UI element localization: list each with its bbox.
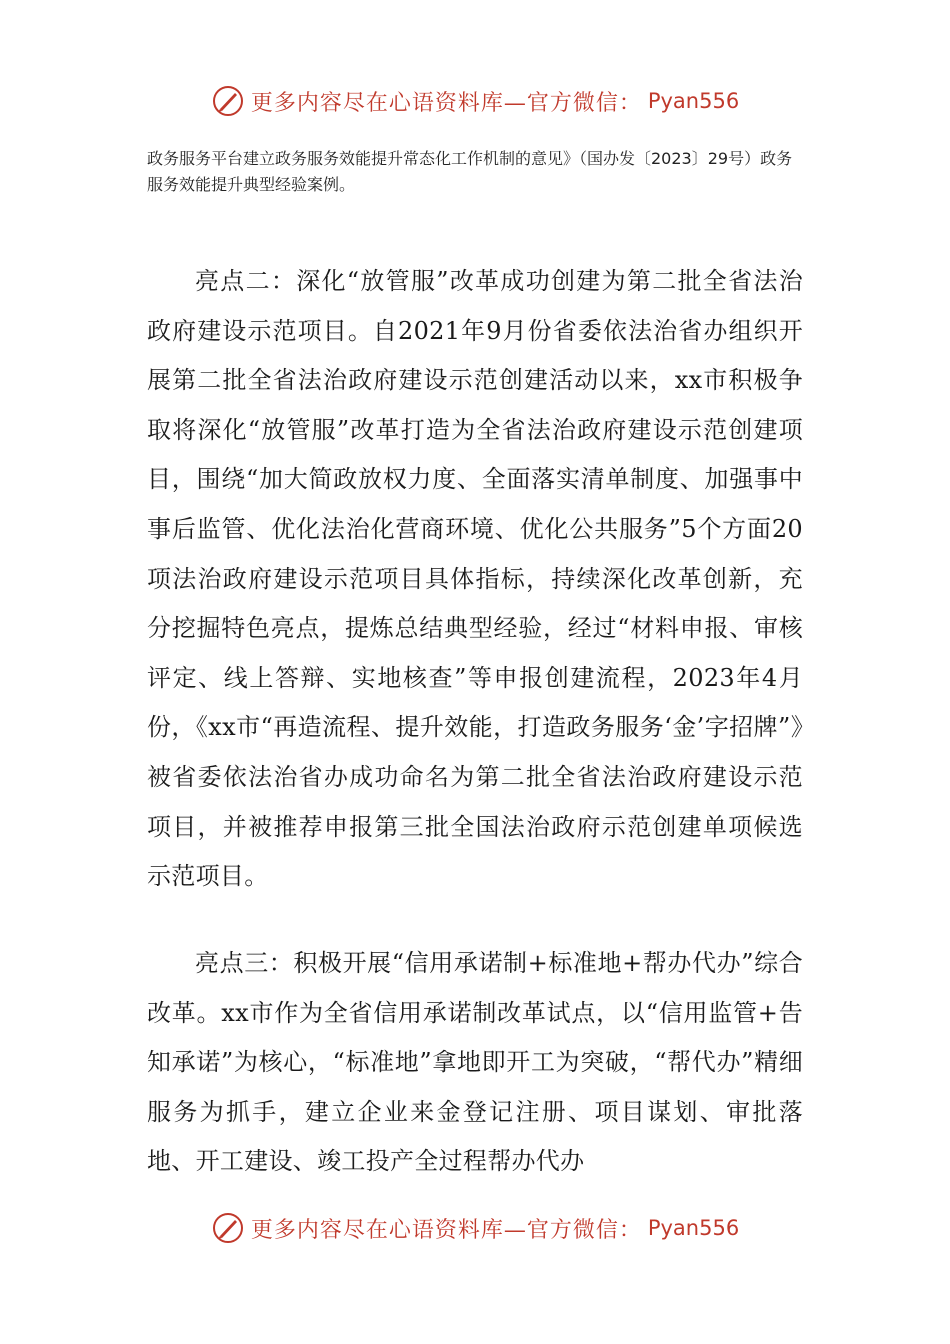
pen-logo-icon [211, 1211, 245, 1245]
watermark-footer [0, 1211, 950, 1245]
watermark-handle: Pyan556 [647, 89, 740, 113]
paragraph-highlight-two: 亮点二：深化“放管服”改革成功创建为第二批全省法治政府建设示范项目。自2021年9月份省委依法治省办组织开展第二批全省法治政府建设示范创建活动以来，xx市积极争取将深化“放管服”改革打造为全省法治政府建设示范创建项目，围绕“加大简政放权力度、全面落实清单制度、加强事中事后监管、优化法治化营商环境、优化公共服务”5个方面20项法治政府建设示范项目具体指标，持续深化改革创新，充分挖掘特色亮点，提炼总结典型经验，经过“材料申报、审核评定、线上答辩、实地核查”等申报创建流程，2023年4月份，《xx市“再造流程、提升效能，打造政务服务‘金’字招牌”》被省委依法治省办成功命名为第二批全省法治政府建设示范项目，并被推荐申报第三批全国法治政府示范创建单项候选示范项目。 [147, 267, 803, 891]
previous-paragraph-tail: 政务服务平台建立政务服务效能提升常态化工作机制的意见》（国办发〔2023〕29号）政务服务效能提升典型经验案例。 [147, 149, 793, 194]
watermark-header [0, 84, 950, 118]
watermark-text: 更多内容尽在心语资料库—官方微信： [250, 1217, 642, 1243]
watermark-handle: Pyan556 [647, 1216, 740, 1240]
pen-logo-icon [211, 84, 245, 118]
paragraph-highlight-three: 亮点三：积极开展“信用承诺制+标准地+帮办代办”综合改革。xx市作为全省信用承诺制改革试点，以“信用监管+告知承诺”为核心，“标准地”拿地即开工为突破，“帮代办”精细服务为抓手，建立企业来金登记注册、项目谋划、审批落地、开工建设、竣工投产全过程帮办代办 [147, 949, 803, 1176]
watermark-text: 更多内容尽在心语资料库—官方微信： [250, 90, 642, 116]
